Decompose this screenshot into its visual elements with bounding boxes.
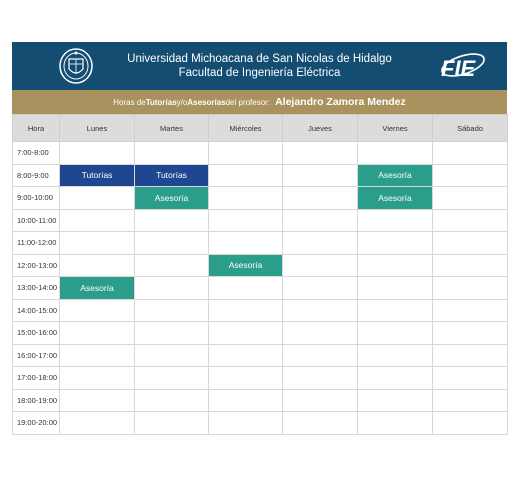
- empty-slot: [60, 322, 135, 345]
- empty-slot: [60, 187, 135, 210]
- empty-slot: [433, 277, 508, 300]
- hour-cell: 18:00-19:00: [13, 389, 60, 412]
- empty-slot: [283, 389, 358, 412]
- hour-cell: 19:00-20:00: [13, 412, 60, 435]
- empty-slot: [209, 389, 283, 412]
- empty-slot: [209, 142, 283, 165]
- empty-slot: [433, 187, 508, 210]
- empty-slot: [209, 164, 283, 187]
- empty-slot: [358, 322, 433, 345]
- table-row: [13, 232, 508, 255]
- hour-cell: 13:00-14:00: [13, 277, 60, 300]
- faculty-name: Facultad de Ingeniería Eléctrica: [178, 67, 341, 79]
- empty-slot: [135, 367, 209, 390]
- table-row: [13, 367, 508, 390]
- empty-slot: [358, 412, 433, 435]
- empty-slot: [358, 209, 433, 232]
- table-row: [13, 187, 508, 210]
- hour-cell: 16:00-17:00: [13, 344, 60, 367]
- hour-cell: 10:00-11:00: [13, 209, 60, 232]
- empty-slot: [433, 367, 508, 390]
- empty-slot: [60, 344, 135, 367]
- empty-slot: [60, 412, 135, 435]
- empty-slot: [209, 412, 283, 435]
- empty-slot: [283, 299, 358, 322]
- empty-slot: [135, 232, 209, 255]
- empty-slot: [60, 389, 135, 412]
- svg-text:FIE: FIE: [441, 56, 476, 81]
- empty-slot: [60, 299, 135, 322]
- table-row: [13, 299, 508, 322]
- empty-slot: [60, 254, 135, 277]
- empty-slot: [358, 299, 433, 322]
- empty-slot: [433, 164, 508, 187]
- empty-slot: [60, 367, 135, 390]
- hour-cell: 15:00-16:00: [13, 322, 60, 345]
- empty-slot: [135, 254, 209, 277]
- empty-slot: [358, 254, 433, 277]
- empty-slot: [135, 299, 209, 322]
- hour-cell: 7:00-8:00: [13, 142, 60, 165]
- empty-slot: [358, 277, 433, 300]
- empty-slot: [135, 142, 209, 165]
- empty-slot: [283, 412, 358, 435]
- empty-slot: [209, 232, 283, 255]
- column-header: Jueves: [283, 115, 358, 142]
- empty-slot: [433, 412, 508, 435]
- empty-slot: [135, 277, 209, 300]
- empty-slot: [135, 322, 209, 345]
- empty-slot: [283, 209, 358, 232]
- empty-slot: [135, 389, 209, 412]
- empty-slot: [283, 254, 358, 277]
- empty-slot: [209, 367, 283, 390]
- empty-slot: [358, 232, 433, 255]
- empty-slot: [433, 232, 508, 255]
- asesoria-slot: Asesoría: [60, 277, 135, 300]
- empty-slot: [283, 142, 358, 165]
- professor-banner: [12, 90, 507, 114]
- tutoria-slot: Tutorías: [60, 164, 135, 187]
- empty-slot: [135, 412, 209, 435]
- empty-slot: [60, 209, 135, 232]
- table-row: [13, 344, 508, 367]
- column-header: Sábado: [433, 115, 508, 142]
- empty-slot: [433, 299, 508, 322]
- empty-slot: [433, 389, 508, 412]
- table-row: [13, 412, 508, 435]
- empty-slot: [433, 209, 508, 232]
- empty-slot: [209, 344, 283, 367]
- table-header-row: [13, 115, 508, 142]
- header-bar: [12, 42, 507, 90]
- asesoria-slot: Asesoría: [358, 187, 433, 210]
- banner-text-2: y/o: [176, 97, 188, 107]
- empty-slot: [283, 277, 358, 300]
- table-row: [13, 164, 508, 187]
- empty-slot: [433, 142, 508, 165]
- column-header: Lunes: [60, 115, 135, 142]
- empty-slot: [283, 367, 358, 390]
- hour-cell: 17:00-18:00: [13, 367, 60, 390]
- empty-slot: [283, 232, 358, 255]
- empty-slot: [135, 344, 209, 367]
- table-row: [13, 254, 508, 277]
- fie-logo: [433, 50, 487, 82]
- empty-slot: [209, 187, 283, 210]
- empty-slot: [283, 164, 358, 187]
- empty-slot: [209, 209, 283, 232]
- table-row: [13, 322, 508, 345]
- column-header: Miércoles: [209, 115, 283, 142]
- banner-text-3: del profesor:: [225, 97, 271, 107]
- empty-slot: [209, 322, 283, 345]
- empty-slot: [433, 344, 508, 367]
- empty-slot: [358, 344, 433, 367]
- professor-name: Alejandro Zamora Mendez: [275, 96, 406, 108]
- empty-slot: [60, 232, 135, 255]
- tutoria-slot: Tutorías: [135, 164, 209, 187]
- banner-asesorias: Asesorías: [187, 97, 226, 107]
- column-header: Hora: [13, 115, 60, 142]
- table-row: [13, 277, 508, 300]
- empty-slot: [209, 299, 283, 322]
- empty-slot: [60, 142, 135, 165]
- asesoria-slot: Asesoría: [358, 164, 433, 187]
- hour-cell: 12:00-13:00: [13, 254, 60, 277]
- empty-slot: [283, 187, 358, 210]
- banner-tutorias: Tutorías: [145, 97, 177, 107]
- schedule-card: [12, 42, 507, 435]
- hour-cell: 11:00-12:00: [13, 232, 60, 255]
- university-name: Universidad Michoacana de San Nicolas de Hidalgo: [127, 53, 392, 65]
- empty-slot: [358, 367, 433, 390]
- empty-slot: [433, 254, 508, 277]
- hour-cell: 8:00-9:00: [13, 164, 60, 187]
- empty-slot: [358, 142, 433, 165]
- table-row: [13, 389, 508, 412]
- column-header: Viernes: [358, 115, 433, 142]
- empty-slot: [283, 344, 358, 367]
- empty-slot: [283, 322, 358, 345]
- column-header: Martes: [135, 115, 209, 142]
- table-row: [13, 142, 508, 165]
- banner-text-1: Horas de: [113, 97, 146, 107]
- empty-slot: [209, 277, 283, 300]
- asesoria-slot: Asesoría: [209, 254, 283, 277]
- table-row: [13, 209, 508, 232]
- asesoria-slot: Asesoría: [135, 187, 209, 210]
- hour-cell: 14:00-15:00: [13, 299, 60, 322]
- empty-slot: [135, 209, 209, 232]
- empty-slot: [358, 389, 433, 412]
- empty-slot: [433, 322, 508, 345]
- hour-cell: 9:00-10:00: [13, 187, 60, 210]
- schedule-table: [12, 114, 508, 435]
